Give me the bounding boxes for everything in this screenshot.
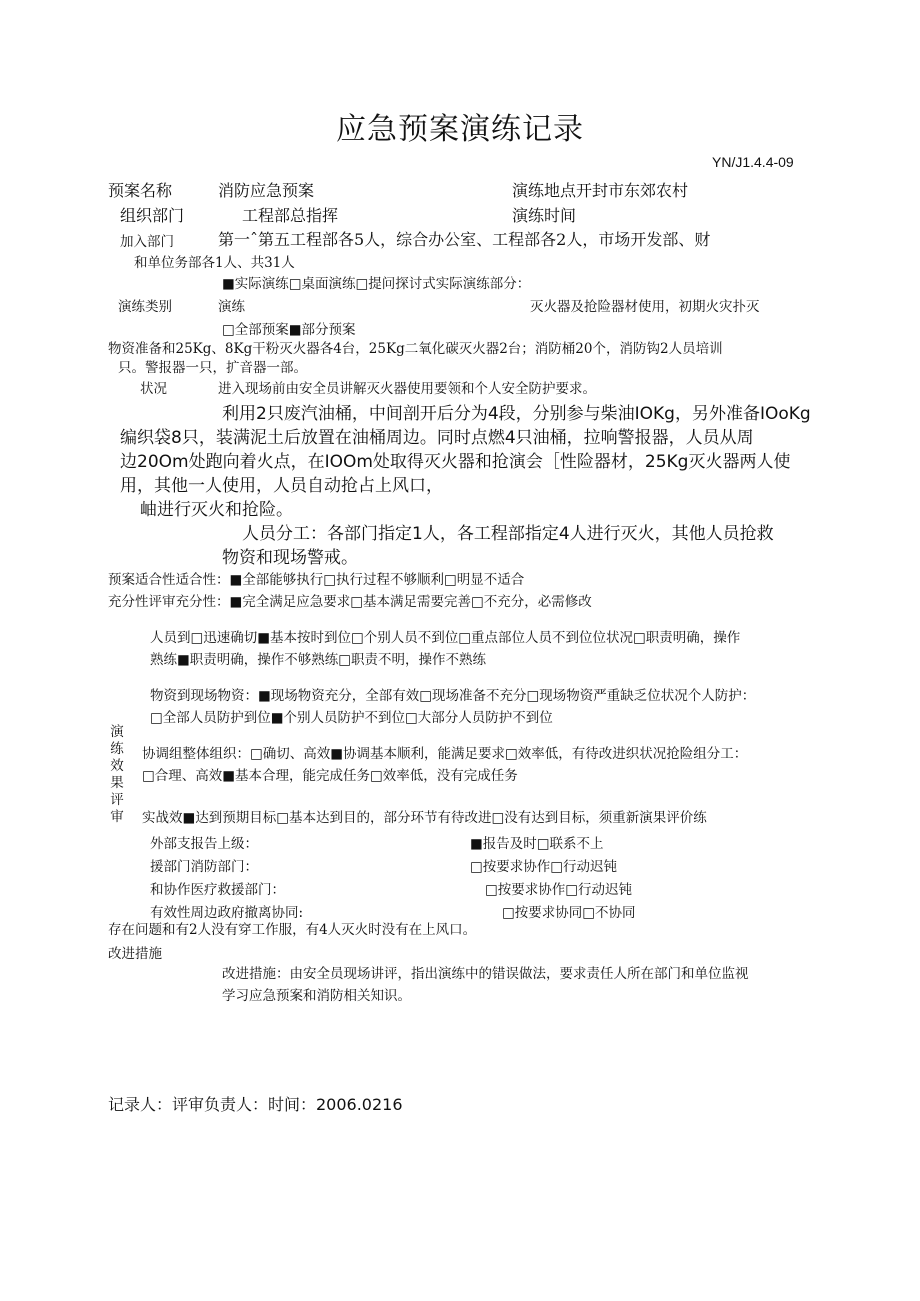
improve-label: 改进措施	[108, 946, 162, 962]
process-line-5: 岫进行灭火和抢险。	[140, 500, 293, 520]
sufficiency-row: 充分性评审充分性：■完全满足应急要求□基本满足需要完善□不充分，必需修改	[108, 594, 592, 610]
document-number: YN/J1.4.4-09	[712, 154, 794, 170]
fire-dept-options: □按要求协作□行动迟钝	[470, 859, 618, 875]
evacuation-options: □按要求协同□不协同	[502, 905, 636, 921]
drill-location: 演练地点开封市东郊农村	[512, 181, 689, 200]
participants-label: 加入部门	[120, 234, 174, 250]
suitability-row: 预案适合性适合性：■全部能够执行□执行过程不够顺利□明显不适合	[108, 572, 525, 588]
coordination-line-2: □合理、高效■基本合理，能完成任务□效率低，没有完成任务	[142, 768, 518, 784]
materials-line-1: 物资准备和25Kg、8Kg干粉灭火器各4台，25Kg二氧化碳灭火器2台；消防桶20个，消防钩2人员培训	[108, 341, 723, 357]
medical-label: 和协作医疗救援部门：	[150, 882, 285, 898]
personnel-line-1: 人员到□迅速确切■基本按时到位□个别人员不到位□重点部位人员不到位位状况□职责明确，操作	[150, 630, 741, 646]
drill-scope-options: □全部预案■部分预案	[222, 322, 356, 338]
drill-time-label: 演练时间	[512, 206, 577, 225]
participants-line-1: 第一ˆ第五工程部各5人，综合办公室、工程部各2人，市场开发部、财	[218, 230, 711, 249]
improve-line-2: 学习应急预案和消防相关知识。	[222, 988, 411, 1004]
supplies-line-2: □全部人员防护到位■个别人员防护不到位□大部分人员防护不到位	[150, 710, 553, 726]
page-title: 应急预案演练记录	[336, 112, 584, 147]
status-label: 状况	[140, 381, 167, 397]
org-dept-label: 组织部门	[120, 206, 185, 225]
evacuation-label: 有效性周边政府撤离协同:	[150, 905, 304, 921]
external-report-options: ■报告及时□联系不上	[470, 836, 604, 852]
process-line-3: 边20Om处跑向着火点，在IOOm处取得灭火器和抢演会［性险器材，25Kg灭火器两人使	[120, 452, 791, 472]
division-line-1: 人员分工：各部门指定1人，各工程部指定4人进行灭火，其他人员抢救	[242, 524, 774, 544]
medical-options: □按要求协作□行动迟钝	[485, 882, 633, 898]
materials-line-2: 只。警报器一只，扩音器一部。	[118, 360, 307, 376]
evaluation-side-label: 演练效果评审	[110, 724, 124, 825]
process-line-2: 编织袋8只，装满泥土后放置在油桶周边。同时点燃4只油桶，拉响警报器，人员从周	[120, 428, 754, 448]
supplies-line-1: 物资到现场物资：■现场物资充分，全部有效□现场准备不充分□现场物资严重缺乏位状况个人防护：	[150, 688, 756, 704]
improve-line-1: 改进措施：由安全员现场讲评，指出演练中的错误做法，要求责任人所在部门和单位监视	[222, 966, 749, 982]
external-report-label: 外部支报告上级：	[150, 836, 258, 852]
org-dept-value: 工程部总指挥	[242, 206, 339, 225]
process-line-4: 用，其他一人使用，人员自动抢占上风口，	[120, 476, 443, 496]
drill-type-options: ■实际演练□桌面演练□提问探讨式实际演练部分：	[222, 276, 531, 292]
division-line-2: 物资和现场警戒。	[222, 548, 358, 568]
process-line-1: 利用2只废汽油桶，中间剖开后分为4段，分别参与柴油IOKg，另外准备IOoKg	[222, 404, 811, 424]
plan-name-label: 预案名称	[108, 181, 173, 200]
participants-line-2: 和单位务部各1人、共31人	[134, 255, 295, 271]
coordination-line-1: 协调组整体组织：□确切、高效■协调基本顺利，能满足要求□效率低，有待改进织状况抢险组分工：	[142, 746, 748, 762]
plan-name-value: 消防应急预案	[218, 181, 315, 200]
drill-content: 灭火器及抢险器材使用，初期火灾扑灭	[530, 299, 760, 315]
drill-category-label: 演练类别	[118, 299, 172, 315]
personnel-line-2: 熟练■职责明确，操作不够熟练□职责不明，操作不熟练	[150, 652, 487, 668]
effect-row: 实战效■达到预期目标□基本达到目的，部分环节有待改进□没有达到目标，须重新演果评价练	[142, 810, 707, 826]
drill-category-value: 演练	[218, 299, 245, 315]
status-line-1: 进入现场前由安全员讲解灭火器使用要领和个人安全防护要求。	[218, 381, 596, 397]
footer-signatures: 记录人：评审负责人：时间：2006.0216	[108, 1095, 403, 1114]
fire-dept-label: 援部门消防部门：	[150, 859, 258, 875]
issues-row: 存在问题和有2人没有穿工作服，有4人灭火时没有在上风口。	[108, 922, 477, 938]
